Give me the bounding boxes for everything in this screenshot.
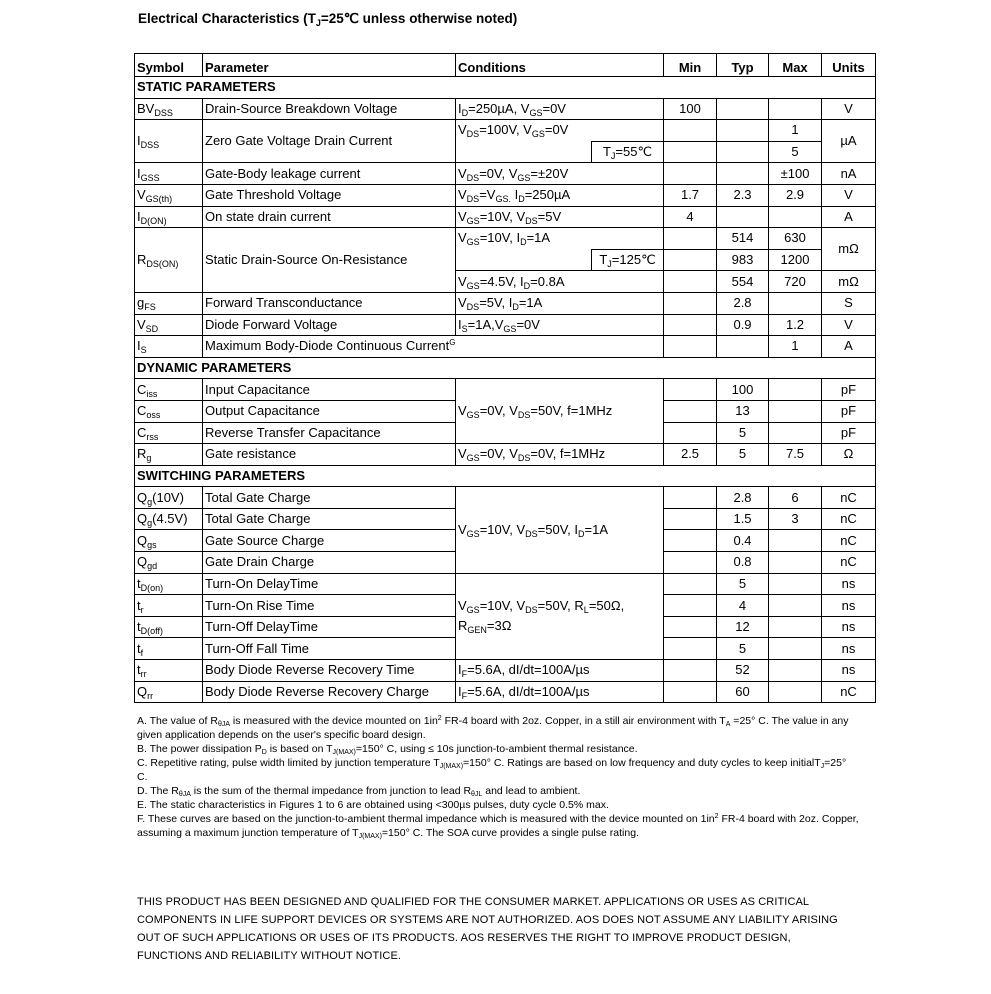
typ-cell: 100 xyxy=(717,379,769,401)
conditions-blank xyxy=(456,141,592,163)
disclaimer-line: COMPONENTS IN LIFE SUPPORT DEVICES OR SYSTEMS ARE NOT AUTHORIZED. AOS DOES NOT ASSUME ANY LIABILITY ARISING xyxy=(137,914,838,926)
footnote-a: A. The value of $R_{\theta JA}$ is measured with the device mounted on $1in^2$ FR-4 board with 2oz. Copper, in a still air environment with $T_A =25^\circ$ C. The value in any given application depends on the user's specific board design. xyxy=(137,715,849,741)
footnote-e: E. The static characteristics in Figures 1 to 6 are obtained using <300µs pulses, duty cycle 0.5% max. xyxy=(137,799,609,811)
min-cell: 2.5 xyxy=(664,444,717,466)
max-cell xyxy=(769,400,822,422)
parameter-cell: Turn-Off Fall Time xyxy=(203,638,456,660)
parameter-cell: Total Gate Charge xyxy=(203,487,456,509)
typ-cell: 12 xyxy=(717,616,769,638)
parameter-cell: Static Drain-Source On-Resistance xyxy=(203,228,456,293)
table-row xyxy=(135,314,876,336)
disclaimer-line: FUNCTIONS AND RELIABILITY WITHOUT NOTICE. xyxy=(137,950,402,962)
conditions-cell: $I_S=1A,V_{GS}=0V$ xyxy=(456,314,664,336)
min-cell xyxy=(664,552,717,574)
section-title: SWITCHING PARAMETERS xyxy=(135,465,876,487)
typ-cell xyxy=(717,141,769,163)
table-row xyxy=(135,184,876,206)
conditions-cell: $V_{GS}=10V$, $I_D=1A$ xyxy=(456,228,664,250)
min-cell xyxy=(664,141,717,163)
unit-cell: nC xyxy=(822,681,876,703)
max-cell xyxy=(769,595,822,617)
conditions-blank xyxy=(456,249,592,271)
legal-disclaimer xyxy=(137,893,867,965)
symbol-cell: $BV_{DSS}$ xyxy=(135,98,203,120)
symbol-cell: $t_f$ xyxy=(135,638,203,660)
parameter-cell: Gate Source Charge xyxy=(203,530,456,552)
unit-cell: nA xyxy=(822,163,876,185)
table-row xyxy=(135,573,876,595)
min-cell xyxy=(664,120,717,142)
symbol-cell: $g_{FS}$ xyxy=(135,292,203,314)
max-cell: 2.9 xyxy=(769,184,822,206)
typ-cell xyxy=(717,163,769,185)
symbol-cell: $C_{iss}$ xyxy=(135,379,203,401)
typ-cell: 554 xyxy=(717,271,769,293)
table-row xyxy=(135,487,876,509)
unit-cell: nC xyxy=(822,552,876,574)
max-cell: 5 xyxy=(769,141,822,163)
typ-cell: 5 xyxy=(717,638,769,660)
header-parameter: Parameter xyxy=(203,54,456,77)
max-cell: 1 xyxy=(769,336,822,358)
table-row xyxy=(135,228,876,250)
symbol-cell: $R_g$ xyxy=(135,444,203,466)
symbol-cell: $C_{oss}$ xyxy=(135,400,203,422)
min-cell xyxy=(664,292,717,314)
section-static xyxy=(135,77,876,99)
parameter-cell: Zero Gate Voltage Drain Current xyxy=(203,120,456,163)
table-row xyxy=(135,292,876,314)
disclaimer-line: OUT OF SUCH APPLICATIONS OR USES OF ITS PRODUCTS. AOS RESERVES THE RIGHT TO IMPROVE PRODUCT DESIGN, xyxy=(137,932,791,944)
symbol-cell: $R_{DS(ON)}$ xyxy=(135,228,203,293)
unit-cell: ns xyxy=(822,638,876,660)
conditions-cell: $V_{DS}=0V$, $V_{GS}=\pm 20V$ xyxy=(456,163,664,185)
min-cell xyxy=(664,660,717,682)
header-typ: Typ xyxy=(717,54,769,77)
typ-cell: 5 xyxy=(717,573,769,595)
typ-cell xyxy=(717,120,769,142)
typ-cell: 4 xyxy=(717,595,769,617)
parameter-cell: Input Capacitance xyxy=(203,379,456,401)
footnote-f: F. These curves are based on the junction-to-ambient thermal impedance which is measured with the device mounted on $1in^2$ FR-4 board with 2oz. Copper, assuming a maximum junction temperature of $T_{J(MAX)}=150^\circ$ C. The SOA curve provides a single pulse rating. xyxy=(137,813,859,840)
footnote-d: D. The $R_{\theta JA}$ is the sum of the thermal impedance from junction to lead $R_{\theta JL}$ and lead to ambient. xyxy=(137,785,581,798)
table-row xyxy=(135,660,876,682)
unit-cell: pF xyxy=(822,422,876,444)
min-cell: 4 xyxy=(664,206,717,228)
typ-cell: 52 xyxy=(717,660,769,682)
max-cell xyxy=(769,98,822,120)
parameter-cell: Body Diode Reverse Recovery Charge xyxy=(203,681,456,703)
typ-cell: 0.8 xyxy=(717,552,769,574)
symbol-cell: $t_{D(off)}$ xyxy=(135,616,203,638)
conditions-cell: $V_{DS}=5V$, $I_D=1A$ xyxy=(456,292,664,314)
min-cell xyxy=(664,400,717,422)
symbol-cell: $I_{D(ON)}$ xyxy=(135,206,203,228)
footnotes xyxy=(137,714,859,840)
unit-cell: Ω xyxy=(822,444,876,466)
symbol-cell: $t_{D(on)}$ xyxy=(135,573,203,595)
typ-cell: 0.4 xyxy=(717,530,769,552)
min-cell xyxy=(664,271,717,293)
footnote-c: C. Repetitive rating, pulse width limited by junction temperature $T_{J(MAX)}=150^\circ$ C. Ratings are based on low frequency and duty cycles to keep initialT$_J$=25° C. xyxy=(137,757,847,783)
typ-cell: 2.8 xyxy=(717,487,769,509)
section-dynamic xyxy=(135,357,876,379)
unit-cell: ns xyxy=(822,573,876,595)
section-title: DYNAMIC PARAMETERS xyxy=(135,357,876,379)
min-cell xyxy=(664,638,717,660)
unit-cell: pF xyxy=(822,400,876,422)
symbol-cell: $Q_{gs}$ xyxy=(135,530,203,552)
min-cell xyxy=(664,681,717,703)
min-cell xyxy=(664,228,717,250)
parameter-cell: Gate Threshold Voltage xyxy=(203,184,456,206)
parameter-cell: Diode Forward Voltage xyxy=(203,314,456,336)
header-min: Min xyxy=(664,54,717,77)
table-row xyxy=(135,98,876,120)
conditions-cell: $V_{GS}=10V$, $V_{DS}=50V$, $I_D=1A$ xyxy=(456,487,664,573)
typ-cell: 60 xyxy=(717,681,769,703)
conditions-cell: $V_{GS}=4.5V$, $I_D=0.8A$ xyxy=(456,271,664,293)
typ-cell: 13 xyxy=(717,400,769,422)
symbol-cell: $Q_{gd}$ xyxy=(135,552,203,574)
unit-cell: nC xyxy=(822,508,876,530)
unit-cell: ns xyxy=(822,595,876,617)
min-cell xyxy=(664,163,717,185)
unit-cell: ns xyxy=(822,660,876,682)
table-row xyxy=(135,120,876,142)
max-cell: 1 xyxy=(769,120,822,142)
parameter-cell: Output Capacitance xyxy=(203,400,456,422)
min-cell xyxy=(664,508,717,530)
max-cell xyxy=(769,422,822,444)
max-cell: 3 xyxy=(769,508,822,530)
max-cell xyxy=(769,292,822,314)
max-cell xyxy=(769,530,822,552)
unit-cell: nC xyxy=(822,487,876,509)
parameter-cell: Gate Drain Charge xyxy=(203,552,456,574)
parameter-cell: Maximum Body-Diode Continuous Current$^G$ xyxy=(203,336,664,358)
typ-cell: 983 xyxy=(717,249,769,271)
conditions-cell: $I_D=250\mu A$, $V_{GS}=0V$ xyxy=(456,98,664,120)
max-cell: 630 xyxy=(769,228,822,250)
min-cell xyxy=(664,336,717,358)
symbol-cell: $Q_{rr}$ xyxy=(135,681,203,703)
symbol-cell: $V_{SD}$ xyxy=(135,314,203,336)
symbol-cell: $t_r$ xyxy=(135,595,203,617)
header-conditions: Conditions xyxy=(456,54,664,77)
typ-cell: 514 xyxy=(717,228,769,250)
section-switching xyxy=(135,465,876,487)
unit-cell: V xyxy=(822,184,876,206)
min-cell xyxy=(664,379,717,401)
typ-cell: 0.9 xyxy=(717,314,769,336)
max-cell: ±100 xyxy=(769,163,822,185)
typ-cell: 5 xyxy=(717,422,769,444)
conditions-cell: $V_{GS}=0V$, $V_{DS}=0V$, f=1MHz xyxy=(456,444,664,466)
parameter-cell: Forward Transconductance xyxy=(203,292,456,314)
max-cell xyxy=(769,206,822,228)
symbol-cell: $I_{DSS}$ xyxy=(135,120,203,163)
electrical-characteristics-table xyxy=(134,53,876,703)
symbol-cell: $V_{GS(th)}$ xyxy=(135,184,203,206)
max-cell: 1.2 xyxy=(769,314,822,336)
table-row xyxy=(135,681,876,703)
max-cell: 6 xyxy=(769,487,822,509)
max-cell xyxy=(769,616,822,638)
min-cell: 100 xyxy=(664,98,717,120)
min-cell xyxy=(664,616,717,638)
parameter-cell: Gate-Body leakage current xyxy=(203,163,456,185)
unit-cell: ns xyxy=(822,616,876,638)
max-cell: 720 xyxy=(769,271,822,293)
header-max: Max xyxy=(769,54,822,77)
unit-cell: mΩ xyxy=(822,271,876,293)
min-cell xyxy=(664,487,717,509)
typ-cell xyxy=(717,206,769,228)
unit-cell: V xyxy=(822,98,876,120)
symbol-cell: $Q_g(10V)$ xyxy=(135,487,203,509)
parameter-cell: Turn-On DelayTime xyxy=(203,573,456,595)
min-cell xyxy=(664,249,717,271)
parameter-cell: Reverse Transfer Capacitance xyxy=(203,422,456,444)
conditions-cell: $I_F=5.6A$, dI/dt=100A/µs xyxy=(456,660,664,682)
typ-cell xyxy=(717,336,769,358)
symbol-cell: $C_{rss}$ xyxy=(135,422,203,444)
conditions-cell: $T_J=55℃$ xyxy=(592,141,664,163)
footnote-b: B. The power dissipation $P_D$ is based on $T_{J(MAX)}=150^\circ$ C, using ≤ 10s junction-to-ambient thermal resistance. xyxy=(137,743,638,756)
unit-cell: V xyxy=(822,314,876,336)
conditions-cell: $V_{DS}=100V$, $V_{GS}=0V$ xyxy=(456,120,664,142)
min-cell xyxy=(664,573,717,595)
header-symbol: Symbol xyxy=(135,54,203,77)
max-cell xyxy=(769,552,822,574)
min-cell xyxy=(664,314,717,336)
unit-cell: µA xyxy=(822,120,876,163)
typ-cell xyxy=(717,98,769,120)
symbol-cell: $I_S$ xyxy=(135,336,203,358)
conditions-cell: $V_{DS}=V_{GS.}$ $I_D=250\mu A$ xyxy=(456,184,664,206)
unit-cell: S xyxy=(822,292,876,314)
max-cell xyxy=(769,660,822,682)
table-row xyxy=(135,444,876,466)
unit-cell: A xyxy=(822,206,876,228)
table-row xyxy=(135,163,876,185)
conditions-cell: $I_F=5.6A$, dI/dt=100A/µs xyxy=(456,681,664,703)
conditions-cell: $V_{GS}=0V$, $V_{DS}=50V$, f=1MHz xyxy=(456,379,664,444)
symbol-cell: $I_{GSS}$ xyxy=(135,163,203,185)
symbol-cell: $t_{rr}$ xyxy=(135,660,203,682)
table-row xyxy=(135,336,876,358)
unit-cell: A xyxy=(822,336,876,358)
min-cell xyxy=(664,595,717,617)
unit-cell: pF xyxy=(822,379,876,401)
min-cell xyxy=(664,422,717,444)
max-cell: 1200 xyxy=(769,249,822,271)
page-title: Electrical Characteristics ($T_J=25℃$ unless otherwise noted) xyxy=(138,11,518,28)
max-cell xyxy=(769,681,822,703)
header-units: Units xyxy=(822,54,876,77)
symbol-cell: $Q_g(4.5V)$ xyxy=(135,508,203,530)
conditions-cell: $V_{GS}=10V$, $V_{DS}=5V$ xyxy=(456,206,664,228)
parameter-cell: Gate resistance xyxy=(203,444,456,466)
parameter-cell: Turn-On Rise Time xyxy=(203,595,456,617)
min-cell xyxy=(664,530,717,552)
min-cell: 1.7 xyxy=(664,184,717,206)
conditions-cell: $T_J=125℃$ xyxy=(592,249,664,271)
unit-cell: mΩ xyxy=(822,228,876,271)
table-header-row xyxy=(135,54,876,77)
max-cell xyxy=(769,573,822,595)
parameter-cell: Turn-Off DelayTime xyxy=(203,616,456,638)
typ-cell: 1.5 xyxy=(717,508,769,530)
typ-cell: 2.8 xyxy=(717,292,769,314)
parameter-cell: On state drain current xyxy=(203,206,456,228)
unit-cell: nC xyxy=(822,530,876,552)
typ-cell: 2.3 xyxy=(717,184,769,206)
max-cell: 7.5 xyxy=(769,444,822,466)
typ-cell: 5 xyxy=(717,444,769,466)
parameter-cell: Drain-Source Breakdown Voltage xyxy=(203,98,456,120)
parameter-cell: Total Gate Charge xyxy=(203,508,456,530)
max-cell xyxy=(769,379,822,401)
table-row xyxy=(135,206,876,228)
parameter-cell: Body Diode Reverse Recovery Time xyxy=(203,660,456,682)
table-row xyxy=(135,379,876,401)
max-cell xyxy=(769,638,822,660)
section-title: STATIC PARAMETERS xyxy=(135,77,876,99)
conditions-cell: $V_{GS}=10V$, $V_{DS}=50V$, $R_L=50\Omega$, $R_{GEN}=3\Omega$ xyxy=(456,573,664,659)
disclaimer-line: THIS PRODUCT HAS BEEN DESIGNED AND QUALIFIED FOR THE CONSUMER MARKET. APPLICATIONS OR USES AS CRITICAL xyxy=(137,896,810,908)
